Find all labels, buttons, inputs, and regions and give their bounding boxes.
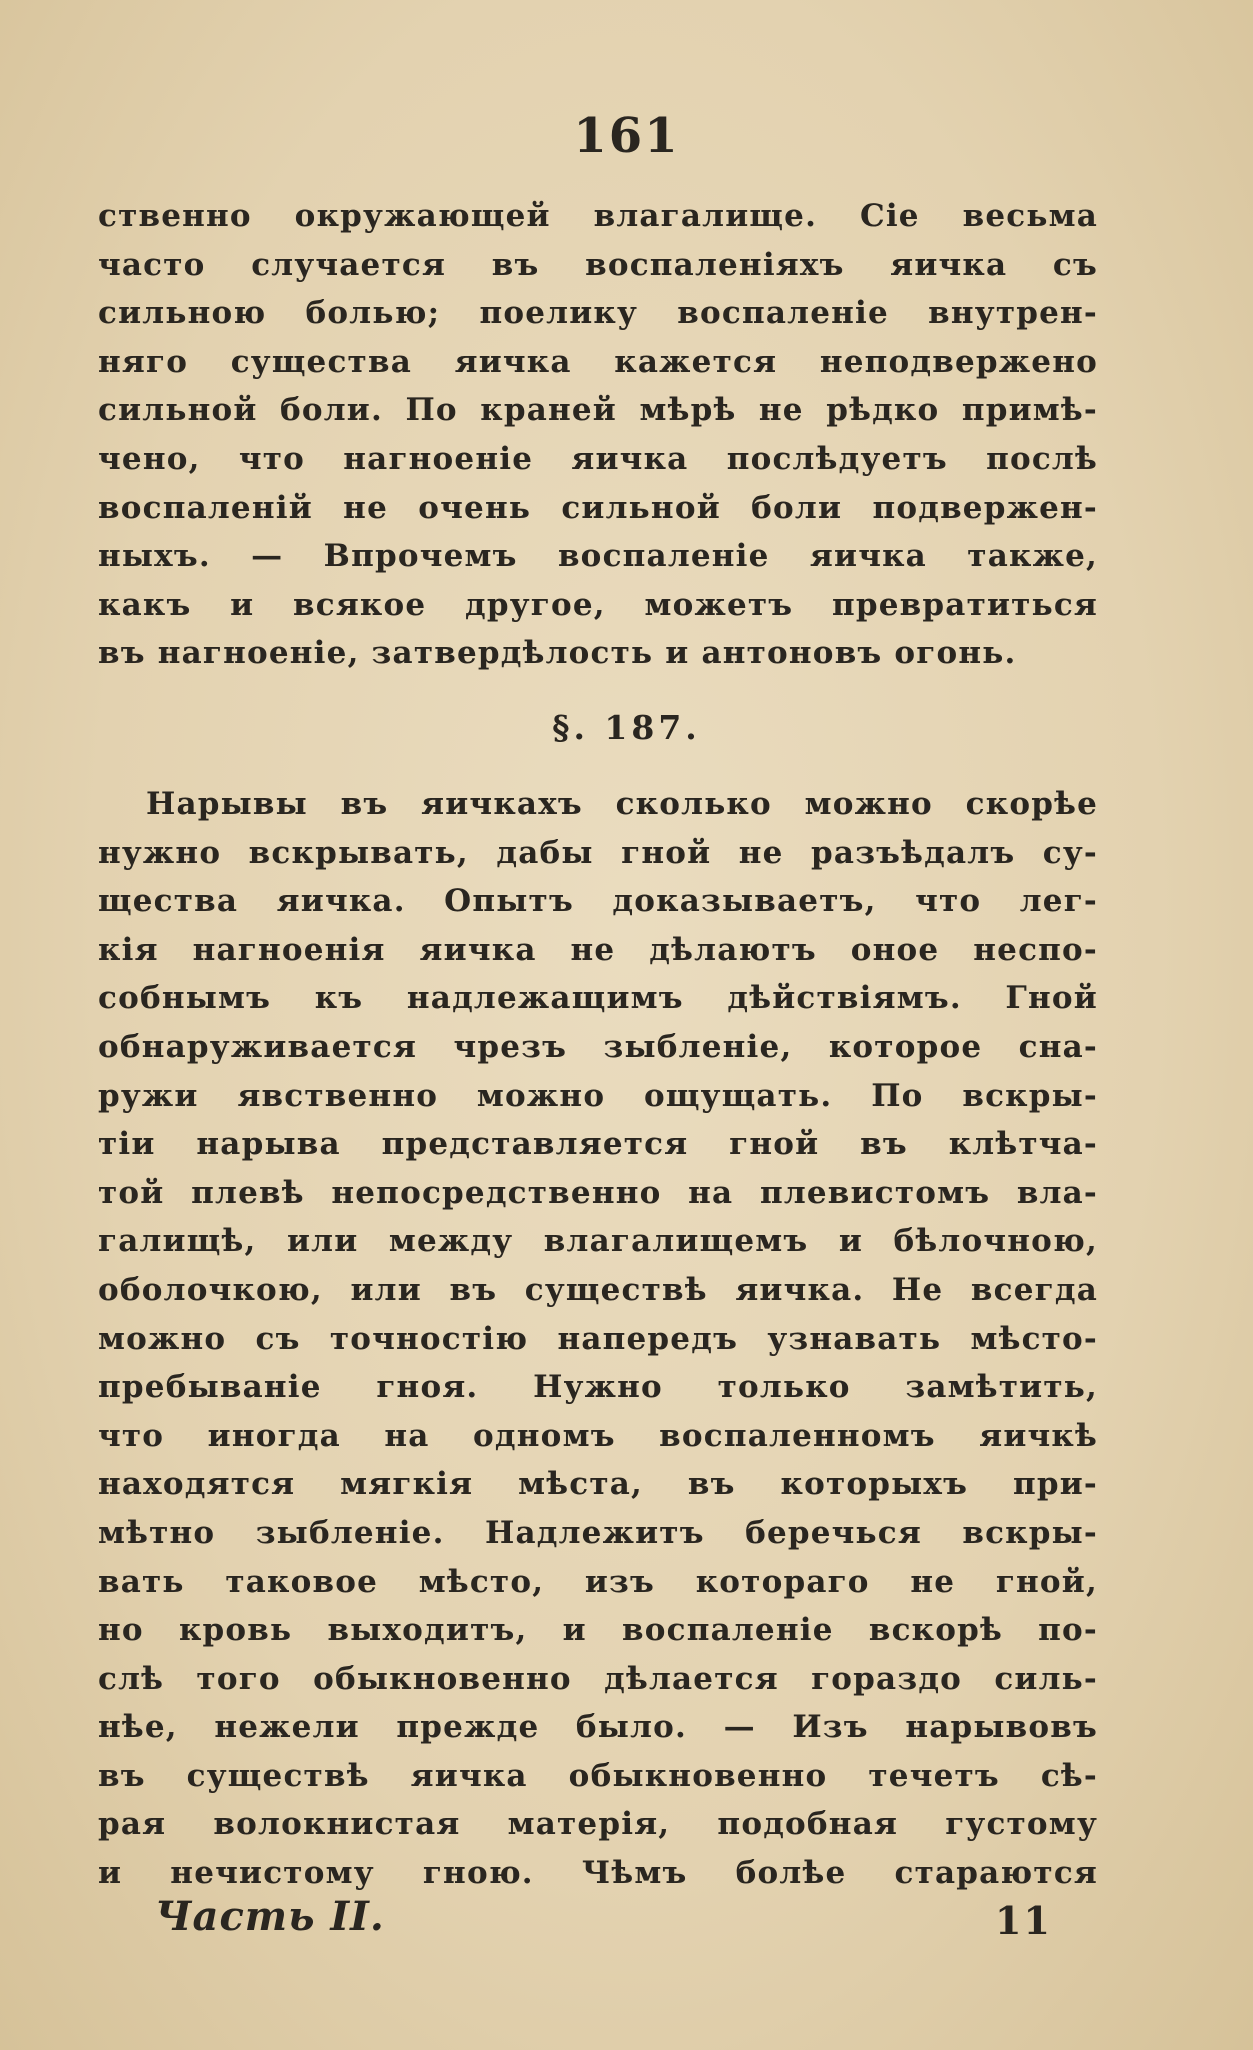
- text-line: можно съ точностію напередъ узнавать мѣсто-: [98, 1320, 1098, 1357]
- text-line: въ нагноеніе, затвердѣлость и антоновъ огонь.: [98, 635, 1017, 672]
- text-line: ружи явственно можно ощущать. По вскры-: [98, 1077, 1098, 1114]
- text-line: что иногда на одномъ воспаленномъ яичкѣ: [98, 1417, 1098, 1454]
- text-line: пребываніе гноя. Нужно только замѣтить,: [98, 1369, 1098, 1406]
- part-label: Часть II.: [155, 1893, 385, 1940]
- text-line: рая волокнистая матерія, подобная густому: [98, 1806, 1098, 1843]
- text-line: и нечистому гною. Чѣмъ болѣе стараются: [98, 1855, 1098, 1892]
- text-line: ныхъ. — Впрочемъ воспаленіе яичка также,: [98, 538, 1098, 575]
- text-line: мѣтно зыбленіе. Надлежитъ беречься вскры-: [98, 1514, 1098, 1551]
- text-line: щества яичка. Опытъ доказываетъ, что лег-: [98, 883, 1098, 920]
- text-line: чено, что нагноеніе яичка послѣдуетъ послѣ: [98, 440, 1098, 477]
- text-line: какъ и всякое другое, можетъ превратиться: [98, 586, 1098, 623]
- text-line: кія нагноенія яичка не дѣлаютъ оное неспо-: [98, 931, 1098, 968]
- text-line: воспаленій не очень сильной боли подвержен-: [98, 489, 1098, 526]
- paragraph-section-187: [98, 780, 1098, 1898]
- text-line: обнаруживается чрезъ зыбленіе, которое сна-: [98, 1028, 1098, 1065]
- text-line: нужно вскрывать, дабы гной не разъѣдалъ су-: [98, 834, 1098, 871]
- text-line: галищѣ, или между влагалищемъ и бѣлочною,: [98, 1223, 1098, 1260]
- text-line: оболочкою, или въ существѣ яичка. Не всегда: [98, 1271, 1098, 1308]
- section-heading: §. 187.: [552, 708, 701, 747]
- text-line: нѣе, нежели прежде было. — Изъ нарывовъ: [98, 1709, 1098, 1746]
- page-number: 161: [573, 108, 680, 164]
- text-line: находятся мягкія мѣста, въ которыхъ при-: [98, 1466, 1098, 1503]
- text-line: няго существа яичка кажется неподвержено: [98, 343, 1098, 380]
- text-line: въ существѣ яичка обыкновенно течетъ сѣ-: [98, 1757, 1098, 1794]
- text-line: вать таковое мѣсто, изъ котораго не гной,: [98, 1563, 1098, 1600]
- text-line: собнымъ къ надлежащимъ дѣйствіямъ. Гной: [98, 980, 1098, 1017]
- text-line: часто случается въ воспаленіяхъ яичка съ: [98, 246, 1098, 283]
- signature-mark: 11: [995, 1898, 1052, 1943]
- text-line: сильной боли. По краней мѣрѣ не рѣдко примѣ-: [98, 392, 1098, 429]
- text-line: сильною болью; поелику воспаленіе внутрен-: [98, 295, 1098, 332]
- text-line: Нарывы въ яичкахъ сколько можно скорѣе: [146, 786, 1098, 822]
- paragraph-continuation: [98, 192, 1098, 678]
- text-line: но кровь выходитъ, и воспаленіе вскорѣ по-: [98, 1612, 1098, 1649]
- text-line: ственно окружающей влагалище. Сіе весьма: [98, 198, 1098, 234]
- text-line: той плевѣ непосредственно на плевистомъ вла-: [98, 1174, 1098, 1211]
- text-line: слѣ того обыкновенно дѣлается гораздо силь-: [98, 1660, 1098, 1697]
- text-line: тіи нарыва представляется гной въ клѣтча-: [98, 1126, 1098, 1163]
